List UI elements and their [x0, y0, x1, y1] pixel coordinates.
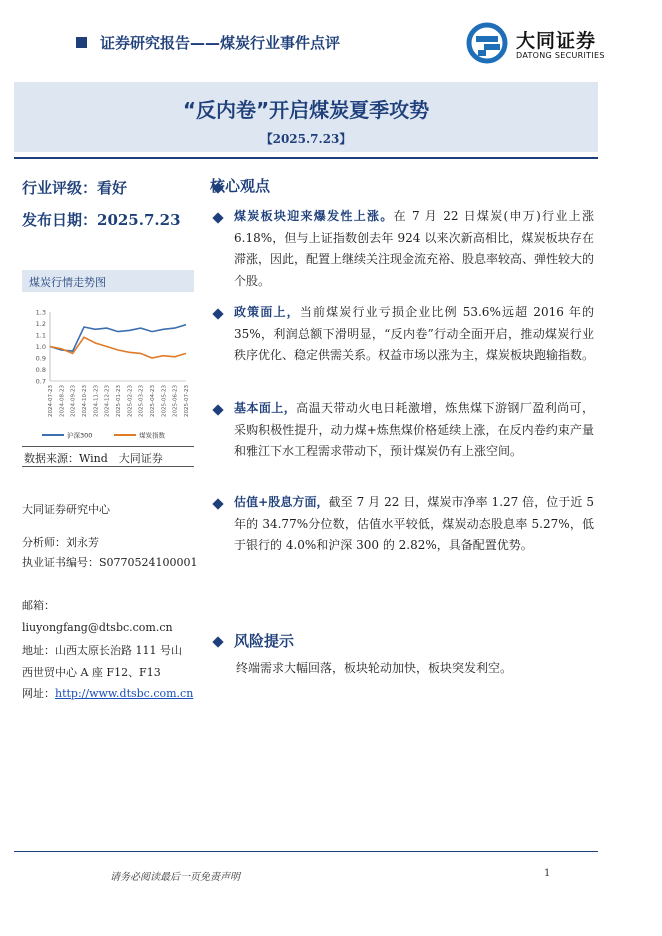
- data-source: 数据来源：Wind 大同证券: [24, 452, 163, 465]
- core-point-3-lead: 基本面上，: [234, 401, 297, 415]
- publish-date: 发布日期：2025.7.23: [22, 211, 181, 229]
- chart-x-tick-label: 2025-02-23: [127, 385, 134, 417]
- chart-series-line-1: [50, 325, 186, 351]
- core-point-1-lead: 煤炭板块迎来爆发性上涨。: [234, 209, 394, 223]
- industry-rating: 行业评级：看好: [22, 179, 128, 197]
- report-category: 证券研究报告——煤炭行业事件点评: [100, 34, 341, 52]
- website-row: [22, 684, 193, 704]
- research-center: 大同证券研究中心: [22, 503, 110, 516]
- core-point-2-text: 当前煤炭行业亏损企业比例 53.6%远超 2016 年的 35%，利润总额下滑明显，“反内卷”行动全面开启，推动煤炭行业秩序优化、稳定供需关系。权益市场以涨为主，煤炭板块跑输指数。: [234, 305, 595, 362]
- core-point-3: [234, 398, 594, 463]
- core-point-2-lead: 政策面上，: [234, 305, 300, 319]
- chart-x-tick-label: 2024-12-23: [104, 385, 111, 417]
- cert-number: 执业证书编号：S0770524100001: [22, 556, 198, 569]
- chart-x-tick-label: 2024-11-23: [93, 385, 100, 417]
- email-label: 邮箱：: [22, 599, 55, 612]
- core-point-4-lead: 估值+股息方面，: [234, 495, 329, 509]
- chart-x-tick-label: 2024-08-23: [59, 385, 66, 417]
- core-point-1-text: 在 7 月 22 日煤炭(申万)行业上涨 6.18%，但与上证指数创去年 924 以来次新高相比，煤炭板块存在滞涨，因此，配置上继续关注现金流充裕、股息率较高、弹性较大的个股。: [234, 209, 595, 288]
- logo-text: 大同证券: [516, 30, 597, 52]
- chart-x-tick-label: 2024-10-23: [82, 385, 88, 417]
- core-point-4: [234, 492, 594, 557]
- address-line-2: 西世贸中心 A 座 F12、F13: [22, 666, 161, 679]
- chart-x-tick-label: 2025-07-23: [184, 385, 190, 417]
- source-divider: [22, 466, 194, 467]
- core-point-4-text: 截至 7 月 22 日，煤炭市净率 1.27 倍，位于近 5 年的 34.77%分位数，估值水平较低，煤炭动态股息率 5.27%，低于银行的 4.0%和沪深 300 的 2.82%，具备配置优势。: [234, 495, 594, 552]
- chart-x-tick-label: 2025-04-23: [150, 385, 156, 417]
- core-heading: 核心观点: [210, 177, 271, 195]
- header-marker: [76, 37, 87, 48]
- chart-divider: [22, 446, 194, 447]
- logo-subtext: DATONG SECURITIES: [516, 51, 605, 60]
- bullet-diamond-icon: [212, 498, 223, 509]
- core-point-3-text: 高温天带动火电日耗激增，炼焦煤下游钢厂盈利尚可，采购积极性提升，动力煤+炼焦煤价格延续上涨，在反内卷约束产量和雅江下水工程需求带动下，预计煤炭仍有上涨空间。: [234, 401, 594, 458]
- bullet-diamond-icon: [212, 212, 223, 223]
- trend-chart: [22, 294, 194, 444]
- chart-y-tick-label: 1.3: [35, 308, 46, 317]
- legend-label: 煤炭指数: [139, 431, 165, 440]
- chart-series-line-2: [50, 337, 186, 358]
- chart-x-tick-label: 2025-01-23: [116, 385, 122, 417]
- chart-y-tick-label: 0.9: [35, 354, 46, 363]
- chart-x-tick-label: 2025-06-23: [172, 385, 179, 417]
- bullet-diamond-icon: [212, 404, 223, 415]
- website-label: 网址：: [22, 687, 55, 700]
- report-date: 【2025.7.23】: [260, 132, 352, 146]
- legend-label: 沪深300: [67, 431, 93, 440]
- section-diamond-icon: [212, 636, 223, 647]
- chart-y-tick-label: 1.0: [35, 343, 46, 351]
- email-address: liuyongfang@dtsbc.com.cn: [22, 621, 173, 634]
- risk-text: 终端需求大幅回落，板块轮动加快，板块突发利空。: [236, 661, 513, 675]
- website-link[interactable]: http://www.dtsbc.com.cn: [55, 687, 194, 700]
- chart-y-tick-label: 1.2: [35, 320, 46, 328]
- core-point-1: [234, 206, 594, 292]
- report-title: “反内卷”开启煤炭夏季攻势: [182, 98, 430, 122]
- analyst-name: 分析师：刘永芳: [22, 536, 99, 549]
- chart-x-tick-label: 2024-09-23: [70, 385, 77, 417]
- chart-y-tick-label: 0.8: [35, 366, 46, 374]
- chart-x-tick-label: 2025-03-23: [138, 385, 145, 417]
- datong-logo-icon: [466, 22, 512, 64]
- core-point-2: [234, 302, 594, 367]
- address-line-1: 地址：山西太原长治路 111 号山: [22, 644, 182, 657]
- chart-title: 煤炭行情走势图: [29, 276, 106, 289]
- footer-divider: [14, 851, 598, 852]
- risk-heading: 风险提示: [234, 632, 295, 650]
- chart-y-tick-label: 0.7: [35, 377, 46, 386]
- header-divider: [14, 157, 598, 159]
- chart-x-tick-label: 2025-05-23: [161, 385, 168, 417]
- bullet-diamond-icon: [212, 308, 223, 319]
- chart-x-tick-label: 2024-07-23: [48, 385, 54, 417]
- chart-y-tick-label: 1.1: [35, 331, 46, 340]
- disclaimer-note: 请务必阅读最后一页免责声明: [110, 872, 240, 883]
- page-number: 1: [544, 868, 551, 879]
